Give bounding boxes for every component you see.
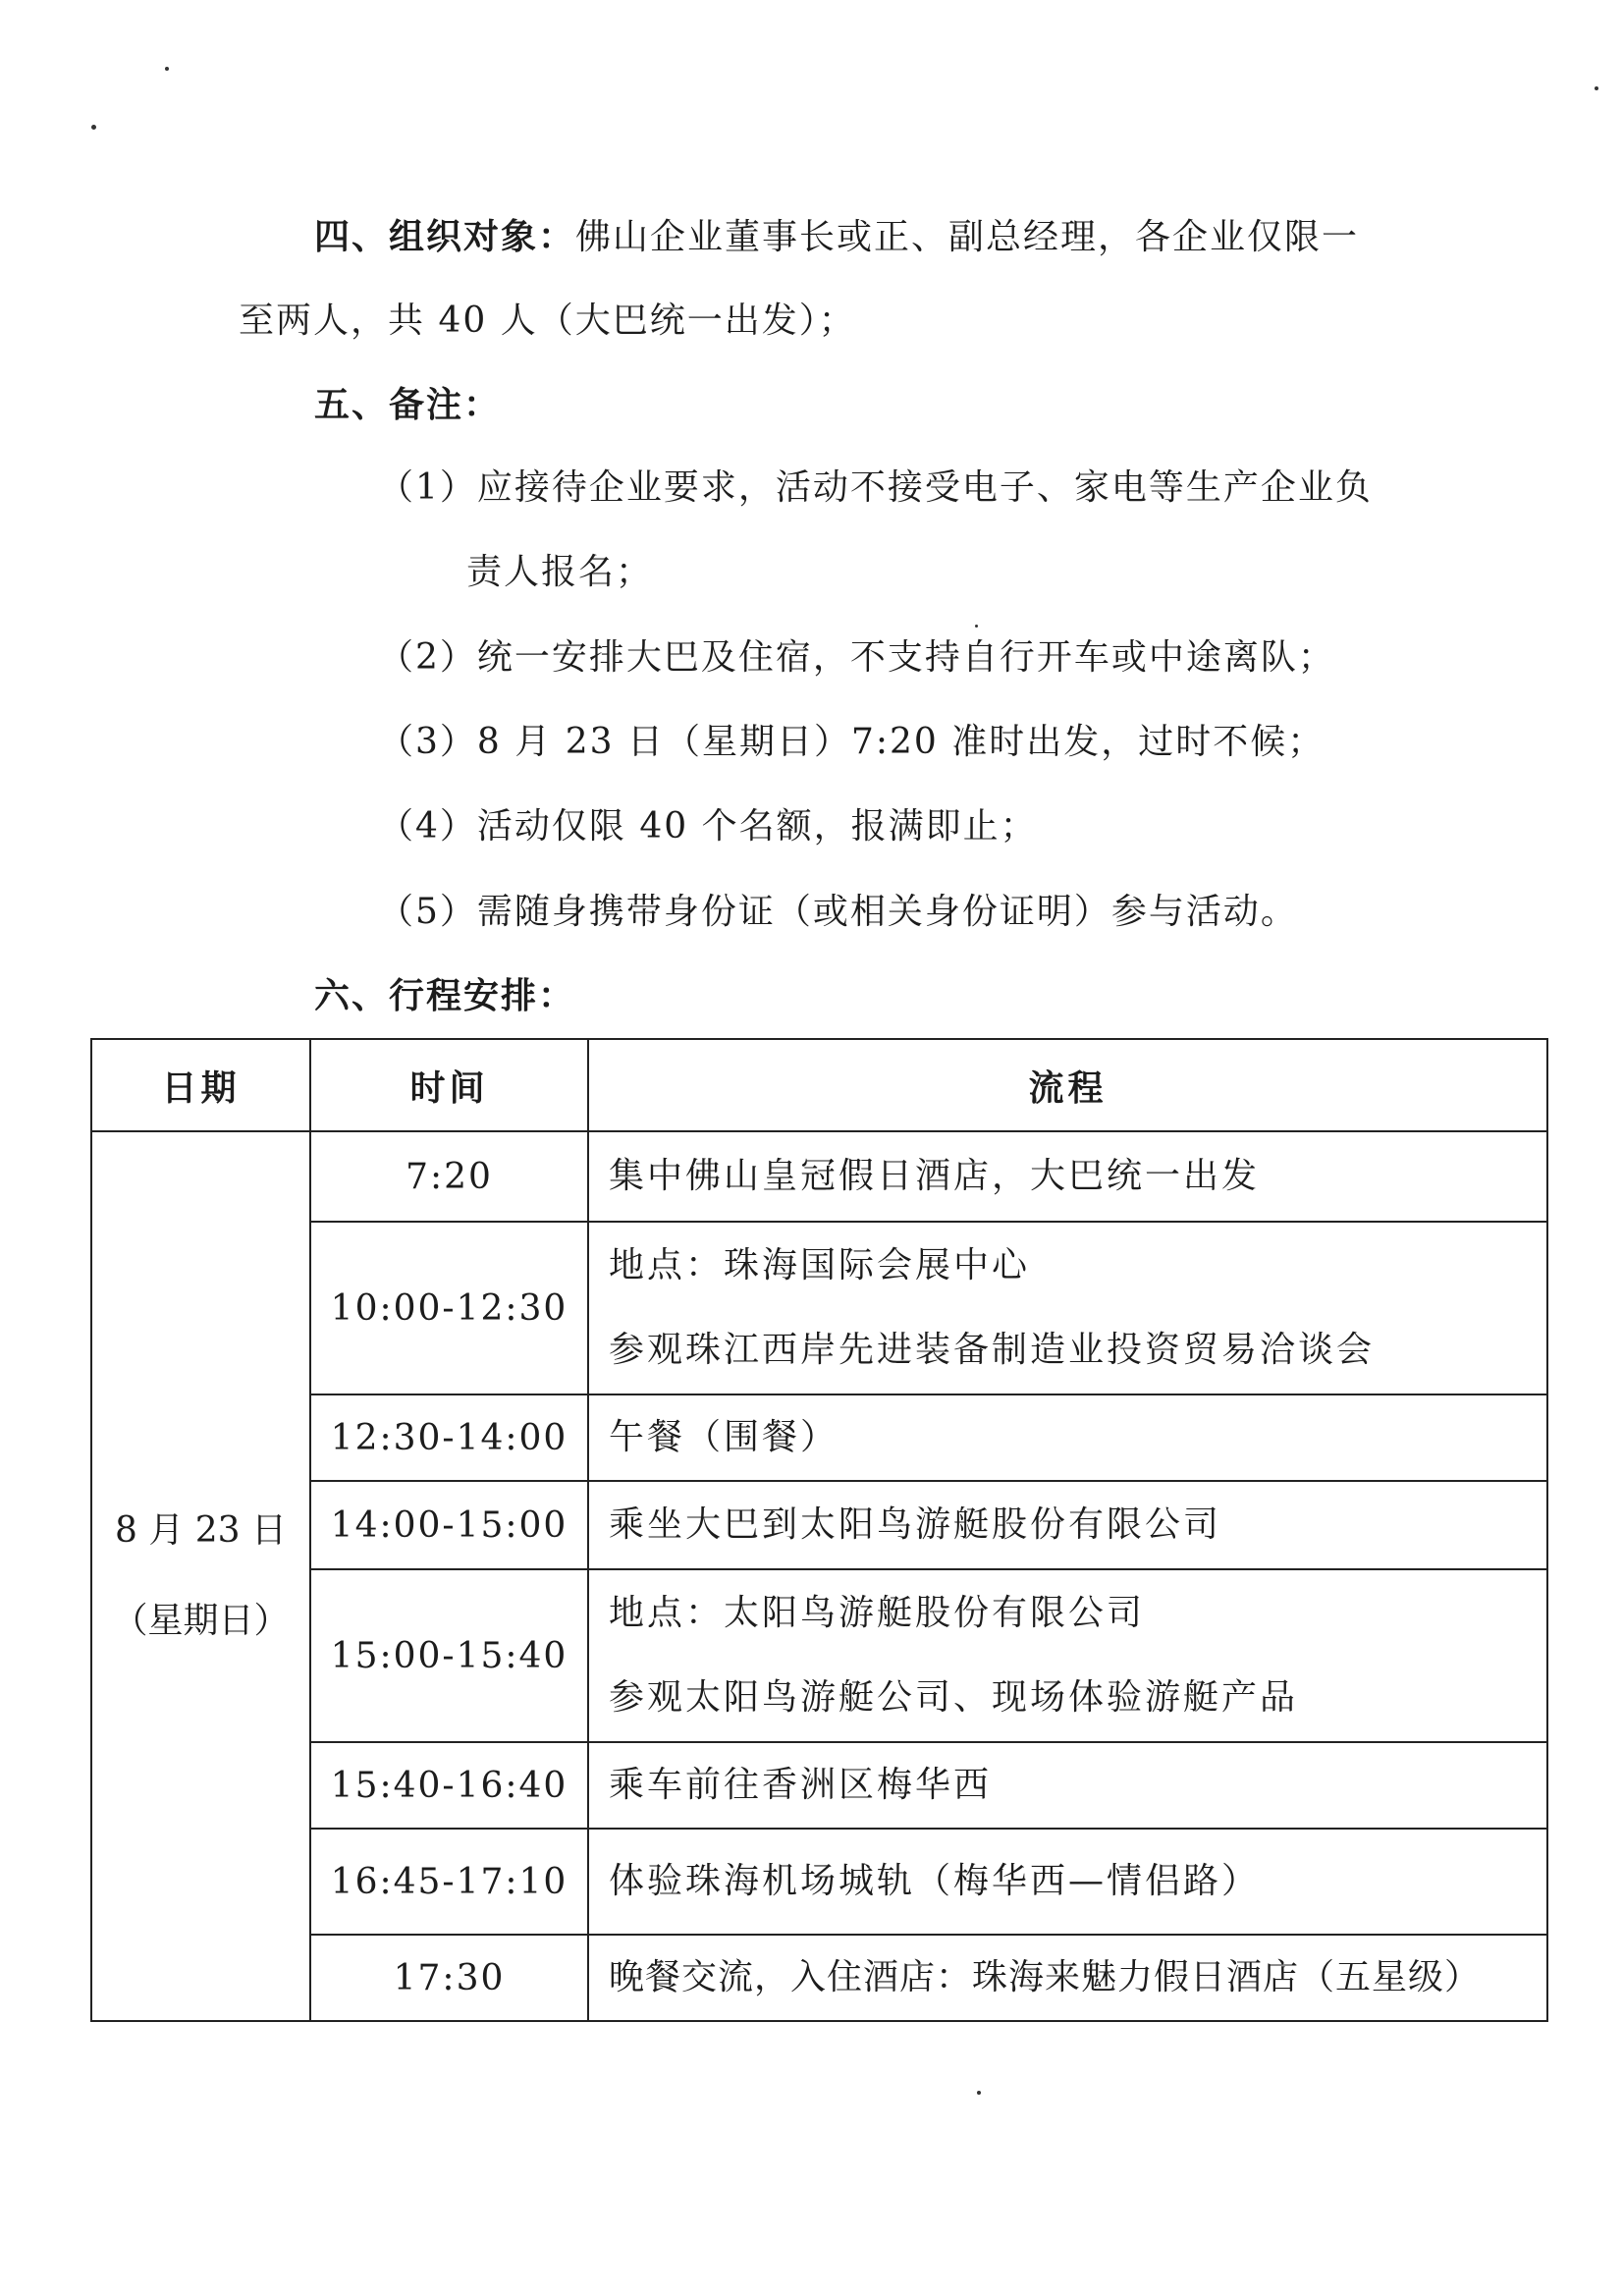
scan-speck: [91, 125, 96, 130]
flow-text: 集中佛山皇冠假日酒店，大巴统一出发: [609, 1156, 1261, 1196]
flow-text: 参观太阳鸟游艇公司、现场体验游艇产品: [609, 1677, 1299, 1718]
table-row: [91, 1829, 1547, 1935]
time-cell: 12:30-14:00: [310, 1394, 588, 1481]
time-cell: 17:30: [310, 1935, 588, 2021]
table-row: [91, 1222, 1547, 1394]
flow-text: 参观珠江西岸先进装备制造业投资贸易洽谈会: [609, 1330, 1376, 1370]
scan-speck: [977, 2091, 981, 2095]
header-flow: 流程: [588, 1039, 1547, 1131]
weekday-value: （星期日）: [112, 1601, 290, 1641]
note-4: （4）活动仅限 40 个名额，报满即止；: [378, 806, 1038, 847]
flow-cell: [588, 1742, 1547, 1829]
section-5-heading: 五、备注：: [314, 384, 502, 425]
table-row: [91, 1481, 1547, 1569]
flow-text: 地点：太阳鸟游艇股份有限公司: [609, 1593, 1146, 1633]
flow-cell: [588, 1935, 1547, 2021]
flow-cell: [588, 1131, 1547, 1222]
flow-text: 午餐（围餐）: [609, 1417, 839, 1457]
note-3: （3）8 月 23 日（星期日）7:20 准时出发，过时不候；: [378, 722, 1325, 762]
flow-cell: [588, 1481, 1547, 1569]
flow-text: 乘坐大巴到太阳鸟游艇股份有限公司: [609, 1504, 1222, 1545]
note-5: （5）需随身携带身份证（或相关身份证明）参与活动。: [378, 892, 1298, 932]
scan-speck: [165, 67, 169, 71]
time-cell: 15:40-16:40: [310, 1742, 588, 1829]
flow-text: 晚餐交流，入住酒店：珠海来魅力假日酒店（五星级）: [609, 1957, 1482, 1997]
date-cell: [91, 1131, 310, 2021]
time-cell: 7:20: [310, 1131, 588, 1222]
flow-cell: [588, 1829, 1547, 1935]
note-1: （1）应接待企业要求，活动不接受电子、家电等生产企业负: [378, 467, 1373, 508]
section-6-heading: 六、行程安排：: [314, 975, 576, 1016]
section-4-line-2: 至两人，共 40 人（大巴统一出发）；: [239, 301, 856, 341]
time-cell: 15:00-15:40: [310, 1569, 588, 1742]
table-row: [91, 1742, 1547, 1829]
time-cell: 14:00-15:00: [310, 1481, 588, 1569]
section-4-line-1: [314, 215, 1359, 259]
schedule-table: [90, 1038, 1548, 2022]
flow-text: 乘车前往香洲区梅华西: [609, 1765, 993, 1805]
scan-speck: [975, 625, 978, 628]
header-time: 时间: [310, 1039, 588, 1131]
time-cell: 16:45-17:10: [310, 1829, 588, 1935]
flow-text: 体验珠海机场城轨（梅华西—情侣路）: [609, 1861, 1261, 1901]
scan-speck: [1595, 86, 1598, 90]
note-2: （2）统一安排大巴及住宿，不支持自行开车或中途离队；: [378, 637, 1335, 678]
table-header-row: [91, 1039, 1547, 1131]
header-date: 日期: [91, 1039, 310, 1131]
table-row: [91, 1569, 1547, 1742]
flow-cell: [588, 1569, 1547, 1742]
table-row: [91, 1394, 1547, 1481]
note-1-continued: 责人报名；: [466, 552, 654, 592]
section-4-text-a: 佛山企业董事长或正、副总经理，各企业仅限一: [575, 217, 1360, 257]
table-row: [91, 1935, 1547, 2021]
flow-text: 地点：珠海国际会展中心: [609, 1245, 1031, 1285]
section-4-heading: 四、组织对象：: [314, 216, 576, 257]
table-row: [91, 1131, 1547, 1222]
flow-cell: [588, 1394, 1547, 1481]
flow-cell: [588, 1222, 1547, 1394]
date-value: 8 月 23 日: [114, 1510, 288, 1551]
time-cell: 10:00-12:30: [310, 1222, 588, 1394]
